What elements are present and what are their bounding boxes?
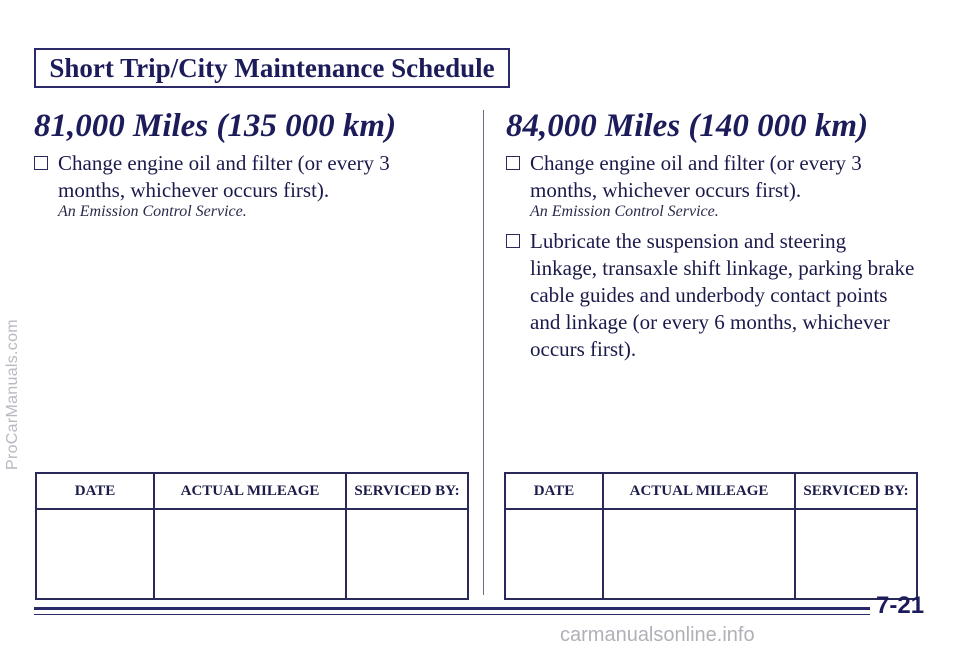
column-header-serviced-by: SERVICED BY: xyxy=(795,473,917,509)
serviced-by-cell[interactable] xyxy=(795,509,917,599)
left-mileage-heading: 81,000 Miles (135 000 km) xyxy=(34,108,397,144)
right-checklist-item-oil[interactable] xyxy=(506,150,926,204)
column-header-serviced-by: SERVICED BY: xyxy=(346,473,468,509)
side-watermark: ProCarManuals.com xyxy=(4,319,21,470)
column-header-date: DATE xyxy=(505,473,603,509)
serviced-by-cell[interactable] xyxy=(346,509,468,599)
column-header-actual-mileage: ACTUAL MILEAGE xyxy=(154,473,346,509)
column-header-actual-mileage: ACTUAL MILEAGE xyxy=(603,473,795,509)
right-mileage-heading: 84,000 Miles (140 000 km) xyxy=(506,108,869,144)
section-title: Short Trip/City Maintenance Schedule xyxy=(49,52,495,83)
right-item-lubricate-text: Lubricate the suspension and steering linkage, transaxle shift linkage, parking brake cable guides and underbody contact points and linkage (or every 6 months, whichever occurs first). xyxy=(530,229,915,361)
right-checklist-item-lubricate[interactable] xyxy=(506,228,916,363)
mileage-cell[interactable] xyxy=(154,509,346,599)
checkbox-icon[interactable] xyxy=(34,156,48,170)
date-cell[interactable] xyxy=(505,509,603,599)
bottom-watermark: carmanualsonline.info xyxy=(560,624,755,646)
checkbox-icon[interactable] xyxy=(506,234,520,248)
checkbox-icon[interactable] xyxy=(506,156,520,170)
left-item-oil-text: Change engine oil and filter (or every 3 months, whichever occurs first). xyxy=(58,151,390,202)
left-checklist-item-oil[interactable] xyxy=(34,150,454,204)
section-header xyxy=(34,48,510,88)
right-emission-note: An Emission Control Service. xyxy=(530,203,719,220)
left-emission-note: An Emission Control Service. xyxy=(58,203,247,220)
mileage-cell[interactable] xyxy=(603,509,795,599)
date-cell[interactable] xyxy=(36,509,154,599)
column-header-date: DATE xyxy=(36,473,154,509)
page-number: 7-21 xyxy=(876,592,925,619)
right-service-log-table xyxy=(504,472,918,600)
right-item-oil-text: Change engine oil and filter (or every 3 months, whichever occurs first). xyxy=(530,151,862,202)
left-service-log-table xyxy=(35,472,469,600)
column-divider xyxy=(483,110,484,595)
footer-rule-thin xyxy=(34,614,870,615)
footer-rule xyxy=(34,607,870,610)
